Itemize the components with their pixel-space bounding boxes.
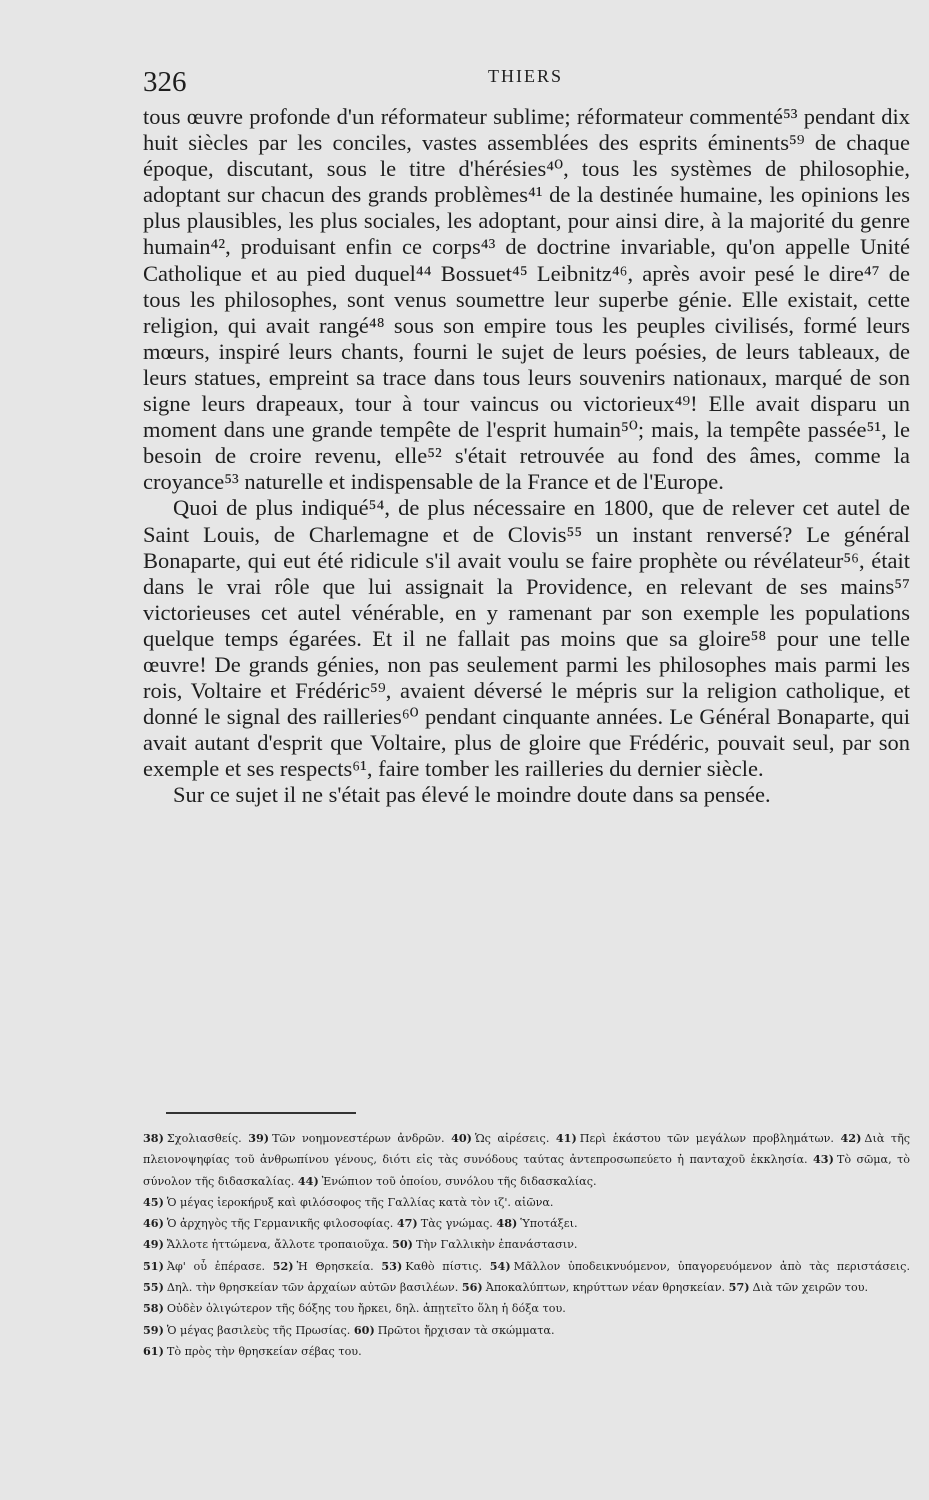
footnote-line-46 (143, 1213, 910, 1234)
footnote-38: 38) Σχολιασθείς. (143, 1131, 242, 1145)
footnote-line-45 (143, 1192, 910, 1213)
paragraph-1: tous œuvre profonde d'un réformateur sublime; réformateur commenté⁵³ pendant dix huit siècles par les conciles, vastes assemblées des esprits éminents⁵⁹ de chaque époque, discutant, sous le titre d'hérésies⁴⁰, tous les systèmes de philosophie, adoptant sur chacun des grands problèmes⁴¹ de la destinée humaine, les opinions les plus plausibles, les plus sociales, les adoptant, pour ainsi dire, à la majorité du genre humain⁴², produisant enfin ce corps⁴³ de doctrine invariable, qu'on appelle Unité Catholique et au pied duquel⁴⁴ Bossuet⁴⁵ Leibnitz⁴⁶, après avoir pesé le dire⁴⁷ de tous les philosophes, sont venus soumettre leur superbe génie. Elle existait, cette religion, qui avait rangé⁴⁸ sous son empire tous les peuples civilisés, formé leurs mœurs, inspiré leurs chants, fourni le sujet de leurs poésies, de leurs tableaux, de leurs statues, empreint sa trace dans tous leurs souvenirs nationaux, marqué de son signe leurs drapeaux, tour à tour vaincus ou victorieux⁴⁹! Elle avait disparu un moment dans une grande tempête de l'esprit humain⁵⁰; mais, la tempête passée⁵¹, le besoin de croire revenu, elle⁵² s'était retrouvée au fond des âmes, comme la croyance⁵³ naturelle et indispensable de la France et de l'Europe. (143, 104, 910, 495)
footnote-rule (166, 1112, 356, 1114)
footnote-43: 43) Τὸ σῶμα, τὸ σύνολον τῆς διδασκαλίας. (143, 1152, 910, 1188)
page-number: 326 (143, 66, 187, 98)
footnote-39: 39) Τῶν νοημονεστέρων ἀνδρῶν. (248, 1131, 445, 1145)
footnote-line-58 (143, 1298, 910, 1319)
footnote-58: 58) Οὐδὲν ὀλιγώτερον τῆς δόξης του ἤρκει, δηλ. ἀπῃτεῖτο ὅλη ἡ δόξα του. (143, 1301, 566, 1316)
footnote-49: 49) Ἄλλοτε ἡττώμενα, ἄλλοτε τροπαιοῦχα. (143, 1237, 389, 1252)
footnote-41: 41) Περὶ ἑκάστου τῶν μεγάλων προβλημάτων. (555, 1131, 834, 1145)
footnote-line-49 (143, 1234, 910, 1255)
footnote-44: 44) Ἐνώπιον τοῦ ὁποίου, συνόλου τῆς διδασκαλίας. (297, 1173, 597, 1188)
footnote-40: 40) Ὡς αἱρέσεις. (451, 1131, 550, 1145)
footnote-60: 60) Πρῶτοι ἤρχισαν τὰ σκώμματα. (353, 1322, 555, 1337)
footnote-59: 59) Ὁ μέγας βασιλεὺς τῆς Πρωσίας. (143, 1322, 351, 1337)
paragraph-3: Sur ce sujet il ne s'était pas élevé le moindre doute dans sa pensée. (173, 782, 771, 808)
footnote-line-61 (143, 1341, 910, 1362)
footnote-55: 55) Δηλ. τὴν θρησκείαν τῶν ἀρχαίων αὐτῶν βασιλέων. (143, 1280, 459, 1295)
footnote-54: 54) Μᾶλλον ὑποδεικνυόμενον, ὑπαγορευόμενον ἀπὸ τὰς περιστάσεις. (489, 1258, 911, 1273)
footnote-47: 47) Τὰς γνώμας. (396, 1216, 493, 1231)
footnote-52: 52) Ἡ Θρησκεία. (272, 1258, 374, 1273)
page-header (143, 58, 911, 98)
footnote-53: 53) Καθὸ πίστις. (381, 1258, 483, 1273)
footnotes (143, 1128, 910, 1362)
footnote-51: 51) Ἀφ' οὗ ἐπέρασε. (143, 1258, 266, 1273)
footnote-line-59 (143, 1320, 910, 1341)
footnote-45: 45) Ὁ μέγας ἱεροκήρυξ καὶ φιλόσοφος τῆς Γαλλίας κατὰ τὸν ιζ'. αἰῶνα. (143, 1194, 554, 1209)
footnote-50: 50) Τὴν Γαλλικὴν ἐπανάστασιν. (392, 1237, 578, 1252)
footnote-61: 61) Τὸ πρὸς τὴν θρησκείαν σέβας του. (143, 1343, 362, 1358)
footnote-block (143, 1128, 910, 1192)
body-text (143, 104, 910, 809)
footnote-42: 42) Διὰ τῆς πλειονοψηφίας τοῦ ἀνθρωπίνου γένους, διότι εἰς τὰς συνόδους ταύτας ἀντεπροσωπεύετο ἡ πανταχοῦ ἐκκλησία. (143, 1131, 911, 1167)
footnote-57: 57) Διὰ τῶν χειρῶν του. (728, 1280, 869, 1295)
footnote-56: 56) Ἀποκαλύπτων, κηρύττων νέαν θρησκείαν. (461, 1280, 726, 1295)
paragraph-2: Quoi de plus indiqué⁵⁴, de plus nécessaire en 1800, que de relever cet autel de Saint Louis, de Charlemagne et de Clovis⁵⁵ un instant renversé? Le général Bonaparte, qui eut été ridicule s'il avait voulu se faire prophète ou révélateur⁵⁶, était dans le vrai rôle que lui assignait la Providence, en relevant de ses mains⁵⁷ victorieuses cet autel vénérable, en y ramenant par son exemple les populations quelque temps égarées. Et il ne fallait pas moins que sa gloire⁵⁸ pour une telle œuvre! De grands génies, non pas seulement parmi les philosophes mais parmi les rois, Voltaire et Frédéric⁵⁹, avaient déversé le mépris sur la religion catholique, et donné le signal des railleries⁶⁰ pendant cinquante années. Le Général Bonaparte, qui avait autant d'esprit que Voltaire, plus de gloire que Frédéric, pouvait seul, par son exemple et ses respects⁶¹, faire tomber les railleries du dernier siècle. (143, 495, 910, 782)
running-head: THIERS (488, 66, 563, 86)
footnote-line-51 (143, 1256, 910, 1299)
footnote-48: 48) Ὑποτάξει. (496, 1216, 578, 1231)
footnote-46: 46) Ὁ ἀρχηγὸς τῆς Γερμανικῆς φιλοσοφίας. (143, 1216, 394, 1231)
